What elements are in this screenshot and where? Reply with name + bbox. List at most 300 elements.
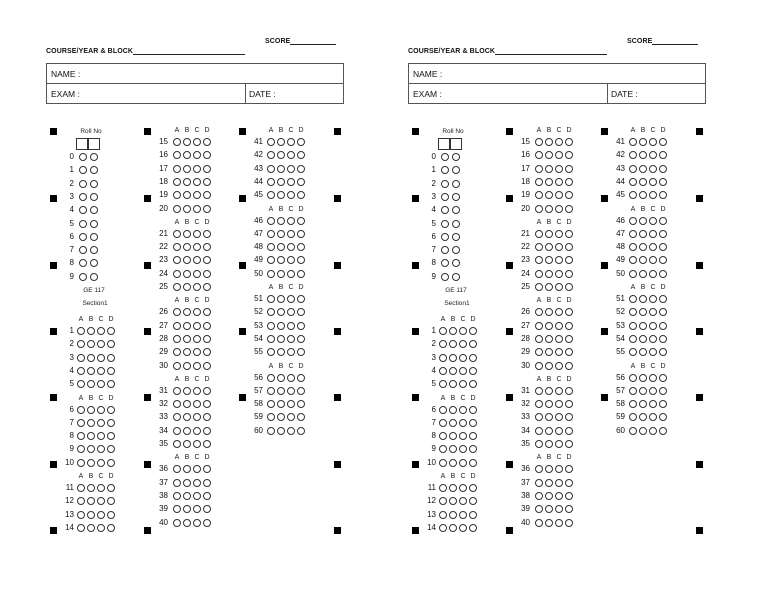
answer-bubble[interactable] — [173, 178, 181, 186]
answer-bubble[interactable] — [267, 308, 275, 316]
answer-bubble[interactable] — [629, 191, 637, 199]
answer-bubble[interactable] — [267, 374, 275, 382]
answer-bubble[interactable] — [297, 151, 305, 159]
answer-bubble[interactable] — [277, 138, 285, 146]
roll-bubble[interactable] — [90, 206, 98, 214]
answer-bubble[interactable] — [439, 484, 447, 492]
answer-bubble[interactable] — [545, 138, 553, 146]
answer-bubble[interactable] — [107, 406, 115, 414]
answer-bubble[interactable] — [439, 354, 447, 362]
answer-bubble[interactable] — [459, 445, 467, 453]
answer-bubble[interactable] — [97, 484, 105, 492]
answer-bubble[interactable] — [183, 427, 191, 435]
answer-bubble[interactable] — [267, 335, 275, 343]
answer-bubble[interactable] — [87, 327, 95, 335]
answer-bubble[interactable] — [277, 335, 285, 343]
answer-bubble[interactable] — [173, 205, 181, 213]
answer-bubble[interactable] — [555, 440, 563, 448]
answer-bubble[interactable] — [449, 419, 457, 427]
answer-bubble[interactable] — [173, 362, 181, 370]
answer-bubble[interactable] — [287, 322, 295, 330]
answer-bubble[interactable] — [649, 374, 657, 382]
answer-bubble[interactable] — [639, 165, 647, 173]
answer-bubble[interactable] — [459, 367, 467, 375]
answer-bubble[interactable] — [629, 335, 637, 343]
answer-bubble[interactable] — [287, 243, 295, 251]
answer-bubble[interactable] — [639, 270, 647, 278]
answer-bubble[interactable] — [535, 205, 543, 213]
answer-bubble[interactable] — [659, 322, 667, 330]
answer-bubble[interactable] — [183, 165, 191, 173]
course-blank[interactable] — [133, 47, 245, 55]
answer-bubble[interactable] — [565, 519, 573, 527]
answer-bubble[interactable] — [649, 138, 657, 146]
answer-bubble[interactable] — [297, 387, 305, 395]
answer-bubble[interactable] — [277, 322, 285, 330]
roll-bubble[interactable] — [79, 166, 87, 174]
answer-bubble[interactable] — [193, 465, 201, 473]
answer-bubble[interactable] — [193, 505, 201, 513]
answer-bubble[interactable] — [97, 432, 105, 440]
answer-bubble[interactable] — [565, 400, 573, 408]
answer-bubble[interactable] — [555, 400, 563, 408]
answer-bubble[interactable] — [545, 205, 553, 213]
answer-bubble[interactable] — [267, 138, 275, 146]
answer-bubble[interactable] — [629, 138, 637, 146]
answer-bubble[interactable] — [297, 138, 305, 146]
answer-bubble[interactable] — [297, 165, 305, 173]
answer-bubble[interactable] — [193, 479, 201, 487]
answer-bubble[interactable] — [267, 295, 275, 303]
answer-bubble[interactable] — [203, 387, 211, 395]
answer-bubble[interactable] — [629, 151, 637, 159]
answer-bubble[interactable] — [203, 465, 211, 473]
answer-bubble[interactable] — [173, 308, 181, 316]
answer-bubble[interactable] — [545, 400, 553, 408]
answer-bubble[interactable] — [87, 432, 95, 440]
answer-bubble[interactable] — [173, 243, 181, 251]
answer-bubble[interactable] — [77, 511, 85, 519]
roll-bubble[interactable] — [79, 246, 87, 254]
answer-bubble[interactable] — [77, 354, 85, 362]
answer-bubble[interactable] — [659, 151, 667, 159]
answer-bubble[interactable] — [649, 243, 657, 251]
answer-bubble[interactable] — [173, 151, 181, 159]
answer-bubble[interactable] — [555, 138, 563, 146]
answer-bubble[interactable] — [77, 432, 85, 440]
answer-bubble[interactable] — [97, 406, 105, 414]
answer-bubble[interactable] — [203, 270, 211, 278]
answer-bubble[interactable] — [629, 387, 637, 395]
answer-bubble[interactable] — [535, 138, 543, 146]
answer-bubble[interactable] — [565, 205, 573, 213]
roll-bubble[interactable] — [90, 180, 98, 188]
answer-bubble[interactable] — [639, 178, 647, 186]
answer-bubble[interactable] — [107, 432, 115, 440]
answer-bubble[interactable] — [629, 295, 637, 303]
answer-bubble[interactable] — [267, 387, 275, 395]
roll-digit-box[interactable] — [450, 138, 462, 150]
answer-bubble[interactable] — [277, 348, 285, 356]
answer-bubble[interactable] — [535, 362, 543, 370]
answer-bubble[interactable] — [439, 511, 447, 519]
answer-bubble[interactable] — [183, 465, 191, 473]
answer-bubble[interactable] — [439, 406, 447, 414]
answer-bubble[interactable] — [203, 492, 211, 500]
answer-bubble[interactable] — [297, 374, 305, 382]
answer-bubble[interactable] — [649, 348, 657, 356]
course-blank[interactable] — [495, 47, 607, 55]
answer-bubble[interactable] — [555, 479, 563, 487]
answer-bubble[interactable] — [97, 327, 105, 335]
answer-bubble[interactable] — [565, 440, 573, 448]
answer-bubble[interactable] — [203, 362, 211, 370]
answer-bubble[interactable] — [439, 459, 447, 467]
answer-bubble[interactable] — [565, 151, 573, 159]
answer-bubble[interactable] — [535, 191, 543, 199]
answer-bubble[interactable] — [545, 230, 553, 238]
answer-bubble[interactable] — [545, 191, 553, 199]
answer-bubble[interactable] — [545, 308, 553, 316]
answer-bubble[interactable] — [545, 178, 553, 186]
answer-bubble[interactable] — [107, 327, 115, 335]
answer-bubble[interactable] — [535, 413, 543, 421]
answer-bubble[interactable] — [203, 308, 211, 316]
answer-bubble[interactable] — [565, 505, 573, 513]
answer-bubble[interactable] — [287, 230, 295, 238]
answer-bubble[interactable] — [535, 151, 543, 159]
answer-bubble[interactable] — [193, 427, 201, 435]
roll-bubble[interactable] — [452, 193, 460, 201]
answer-bubble[interactable] — [267, 322, 275, 330]
answer-bubble[interactable] — [545, 362, 553, 370]
answer-bubble[interactable] — [629, 165, 637, 173]
answer-bubble[interactable] — [565, 256, 573, 264]
answer-bubble[interactable] — [535, 283, 543, 291]
answer-bubble[interactable] — [535, 400, 543, 408]
answer-bubble[interactable] — [535, 465, 543, 473]
answer-bubble[interactable] — [649, 217, 657, 225]
answer-bubble[interactable] — [77, 340, 85, 348]
roll-bubble[interactable] — [452, 220, 460, 228]
roll-bubble[interactable] — [452, 206, 460, 214]
answer-bubble[interactable] — [555, 519, 563, 527]
roll-digit-box[interactable] — [438, 138, 450, 150]
answer-bubble[interactable] — [565, 492, 573, 500]
answer-bubble[interactable] — [77, 406, 85, 414]
answer-bubble[interactable] — [545, 243, 553, 251]
answer-bubble[interactable] — [629, 374, 637, 382]
answer-bubble[interactable] — [87, 419, 95, 427]
answer-bubble[interactable] — [469, 511, 477, 519]
roll-bubble[interactable] — [441, 273, 449, 281]
answer-bubble[interactable] — [659, 295, 667, 303]
answer-bubble[interactable] — [107, 511, 115, 519]
answer-bubble[interactable] — [535, 165, 543, 173]
answer-bubble[interactable] — [277, 295, 285, 303]
answer-bubble[interactable] — [659, 138, 667, 146]
answer-bubble[interactable] — [277, 256, 285, 264]
answer-bubble[interactable] — [193, 322, 201, 330]
answer-bubble[interactable] — [183, 178, 191, 186]
answer-bubble[interactable] — [193, 178, 201, 186]
answer-bubble[interactable] — [203, 243, 211, 251]
answer-bubble[interactable] — [535, 427, 543, 435]
answer-bubble[interactable] — [77, 459, 85, 467]
answer-bubble[interactable] — [87, 497, 95, 505]
answer-bubble[interactable] — [77, 524, 85, 532]
answer-bubble[interactable] — [183, 230, 191, 238]
roll-bubble[interactable] — [441, 153, 449, 161]
answer-bubble[interactable] — [649, 400, 657, 408]
answer-bubble[interactable] — [97, 445, 105, 453]
answer-bubble[interactable] — [297, 256, 305, 264]
answer-bubble[interactable] — [449, 354, 457, 362]
answer-bubble[interactable] — [565, 243, 573, 251]
answer-bubble[interactable] — [193, 230, 201, 238]
answer-bubble[interactable] — [535, 479, 543, 487]
roll-bubble[interactable] — [452, 246, 460, 254]
answer-bubble[interactable] — [183, 191, 191, 199]
answer-bubble[interactable] — [87, 484, 95, 492]
answer-bubble[interactable] — [297, 270, 305, 278]
answer-bubble[interactable] — [535, 519, 543, 527]
answer-bubble[interactable] — [649, 151, 657, 159]
answer-bubble[interactable] — [449, 406, 457, 414]
answer-bubble[interactable] — [629, 217, 637, 225]
roll-bubble[interactable] — [452, 180, 460, 188]
answer-bubble[interactable] — [183, 335, 191, 343]
answer-bubble[interactable] — [277, 151, 285, 159]
answer-bubble[interactable] — [649, 308, 657, 316]
answer-bubble[interactable] — [555, 243, 563, 251]
roll-bubble[interactable] — [90, 153, 98, 161]
answer-bubble[interactable] — [277, 387, 285, 395]
answer-bubble[interactable] — [565, 322, 573, 330]
answer-bubble[interactable] — [287, 348, 295, 356]
answer-bubble[interactable] — [173, 230, 181, 238]
answer-bubble[interactable] — [267, 348, 275, 356]
answer-bubble[interactable] — [173, 387, 181, 395]
answer-bubble[interactable] — [545, 283, 553, 291]
answer-bubble[interactable] — [173, 165, 181, 173]
answer-bubble[interactable] — [173, 427, 181, 435]
answer-bubble[interactable] — [97, 511, 105, 519]
roll-bubble[interactable] — [441, 246, 449, 254]
answer-bubble[interactable] — [193, 413, 201, 421]
score-blank[interactable] — [290, 37, 336, 45]
answer-bubble[interactable] — [555, 505, 563, 513]
answer-bubble[interactable] — [439, 367, 447, 375]
answer-bubble[interactable] — [439, 432, 447, 440]
answer-bubble[interactable] — [183, 519, 191, 527]
answer-bubble[interactable] — [183, 479, 191, 487]
answer-bubble[interactable] — [287, 413, 295, 421]
answer-bubble[interactable] — [555, 165, 563, 173]
answer-bubble[interactable] — [545, 479, 553, 487]
answer-bubble[interactable] — [555, 492, 563, 500]
roll-bubble[interactable] — [452, 166, 460, 174]
answer-bubble[interactable] — [87, 354, 95, 362]
answer-bubble[interactable] — [459, 419, 467, 427]
answer-bubble[interactable] — [469, 432, 477, 440]
answer-bubble[interactable] — [277, 191, 285, 199]
answer-bubble[interactable] — [565, 191, 573, 199]
answer-bubble[interactable] — [659, 230, 667, 238]
answer-bubble[interactable] — [277, 243, 285, 251]
answer-bubble[interactable] — [183, 151, 191, 159]
answer-bubble[interactable] — [97, 524, 105, 532]
answer-bubble[interactable] — [555, 413, 563, 421]
answer-bubble[interactable] — [639, 295, 647, 303]
answer-bubble[interactable] — [277, 374, 285, 382]
answer-bubble[interactable] — [277, 427, 285, 435]
answer-bubble[interactable] — [639, 387, 647, 395]
answer-bubble[interactable] — [297, 230, 305, 238]
answer-bubble[interactable] — [77, 367, 85, 375]
answer-bubble[interactable] — [297, 322, 305, 330]
answer-bubble[interactable] — [555, 387, 563, 395]
answer-bubble[interactable] — [535, 335, 543, 343]
answer-bubble[interactable] — [649, 256, 657, 264]
answer-bubble[interactable] — [659, 178, 667, 186]
answer-bubble[interactable] — [173, 479, 181, 487]
answer-bubble[interactable] — [87, 406, 95, 414]
answer-bubble[interactable] — [629, 230, 637, 238]
answer-bubble[interactable] — [267, 230, 275, 238]
answer-bubble[interactable] — [287, 295, 295, 303]
answer-bubble[interactable] — [649, 387, 657, 395]
answer-bubble[interactable] — [555, 335, 563, 343]
answer-bubble[interactable] — [107, 367, 115, 375]
answer-bubble[interactable] — [469, 459, 477, 467]
answer-bubble[interactable] — [535, 308, 543, 316]
answer-bubble[interactable] — [107, 484, 115, 492]
answer-bubble[interactable] — [173, 440, 181, 448]
answer-bubble[interactable] — [565, 335, 573, 343]
answer-bubble[interactable] — [639, 374, 647, 382]
answer-bubble[interactable] — [193, 151, 201, 159]
answer-bubble[interactable] — [297, 308, 305, 316]
answer-bubble[interactable] — [173, 256, 181, 264]
roll-bubble[interactable] — [452, 233, 460, 241]
answer-bubble[interactable] — [193, 335, 201, 343]
answer-bubble[interactable] — [545, 256, 553, 264]
answer-bubble[interactable] — [193, 362, 201, 370]
answer-bubble[interactable] — [287, 165, 295, 173]
answer-bubble[interactable] — [203, 178, 211, 186]
answer-bubble[interactable] — [183, 492, 191, 500]
answer-bubble[interactable] — [449, 524, 457, 532]
answer-bubble[interactable] — [659, 256, 667, 264]
answer-bubble[interactable] — [87, 367, 95, 375]
answer-bubble[interactable] — [173, 322, 181, 330]
answer-bubble[interactable] — [183, 322, 191, 330]
roll-bubble[interactable] — [79, 220, 87, 228]
answer-bubble[interactable] — [469, 445, 477, 453]
answer-bubble[interactable] — [87, 524, 95, 532]
answer-bubble[interactable] — [77, 497, 85, 505]
answer-bubble[interactable] — [97, 354, 105, 362]
answer-bubble[interactable] — [193, 270, 201, 278]
answer-bubble[interactable] — [555, 362, 563, 370]
answer-bubble[interactable] — [639, 322, 647, 330]
answer-bubble[interactable] — [565, 348, 573, 356]
answer-bubble[interactable] — [183, 440, 191, 448]
answer-bubble[interactable] — [203, 205, 211, 213]
answer-bubble[interactable] — [555, 348, 563, 356]
roll-bubble[interactable] — [452, 259, 460, 267]
answer-bubble[interactable] — [203, 138, 211, 146]
answer-bubble[interactable] — [203, 335, 211, 343]
answer-bubble[interactable] — [629, 322, 637, 330]
answer-bubble[interactable] — [449, 445, 457, 453]
answer-bubble[interactable] — [629, 308, 637, 316]
answer-bubble[interactable] — [439, 380, 447, 388]
answer-bubble[interactable] — [639, 138, 647, 146]
answer-bubble[interactable] — [449, 459, 457, 467]
answer-bubble[interactable] — [565, 413, 573, 421]
answer-bubble[interactable] — [193, 191, 201, 199]
answer-bubble[interactable] — [545, 505, 553, 513]
answer-bubble[interactable] — [203, 322, 211, 330]
answer-bubble[interactable] — [565, 308, 573, 316]
answer-bubble[interactable] — [469, 524, 477, 532]
roll-bubble[interactable] — [90, 273, 98, 281]
answer-bubble[interactable] — [545, 413, 553, 421]
answer-bubble[interactable] — [659, 270, 667, 278]
answer-bubble[interactable] — [287, 151, 295, 159]
answer-bubble[interactable] — [203, 413, 211, 421]
answer-bubble[interactable] — [545, 427, 553, 435]
answer-bubble[interactable] — [277, 217, 285, 225]
answer-bubble[interactable] — [555, 322, 563, 330]
answer-bubble[interactable] — [193, 205, 201, 213]
answer-bubble[interactable] — [639, 256, 647, 264]
answer-bubble[interactable] — [267, 178, 275, 186]
answer-bubble[interactable] — [659, 165, 667, 173]
answer-bubble[interactable] — [173, 283, 181, 291]
answer-bubble[interactable] — [639, 427, 647, 435]
answer-bubble[interactable] — [267, 270, 275, 278]
answer-bubble[interactable] — [267, 151, 275, 159]
answer-bubble[interactable] — [535, 230, 543, 238]
answer-bubble[interactable] — [565, 479, 573, 487]
answer-bubble[interactable] — [173, 413, 181, 421]
answer-bubble[interactable] — [535, 348, 543, 356]
roll-bubble[interactable] — [90, 233, 98, 241]
score-blank[interactable] — [652, 37, 698, 45]
answer-bubble[interactable] — [639, 191, 647, 199]
answer-bubble[interactable] — [193, 243, 201, 251]
answer-bubble[interactable] — [183, 256, 191, 264]
roll-bubble[interactable] — [452, 153, 460, 161]
answer-bubble[interactable] — [87, 459, 95, 467]
answer-bubble[interactable] — [183, 413, 191, 421]
answer-bubble[interactable] — [173, 492, 181, 500]
answer-bubble[interactable] — [173, 191, 181, 199]
answer-bubble[interactable] — [287, 178, 295, 186]
answer-bubble[interactable] — [439, 497, 447, 505]
answer-bubble[interactable] — [277, 165, 285, 173]
answer-bubble[interactable] — [639, 217, 647, 225]
answer-bubble[interactable] — [639, 308, 647, 316]
answer-bubble[interactable] — [183, 400, 191, 408]
answer-bubble[interactable] — [469, 497, 477, 505]
answer-bubble[interactable] — [459, 432, 467, 440]
roll-bubble[interactable] — [441, 206, 449, 214]
answer-bubble[interactable] — [659, 191, 667, 199]
